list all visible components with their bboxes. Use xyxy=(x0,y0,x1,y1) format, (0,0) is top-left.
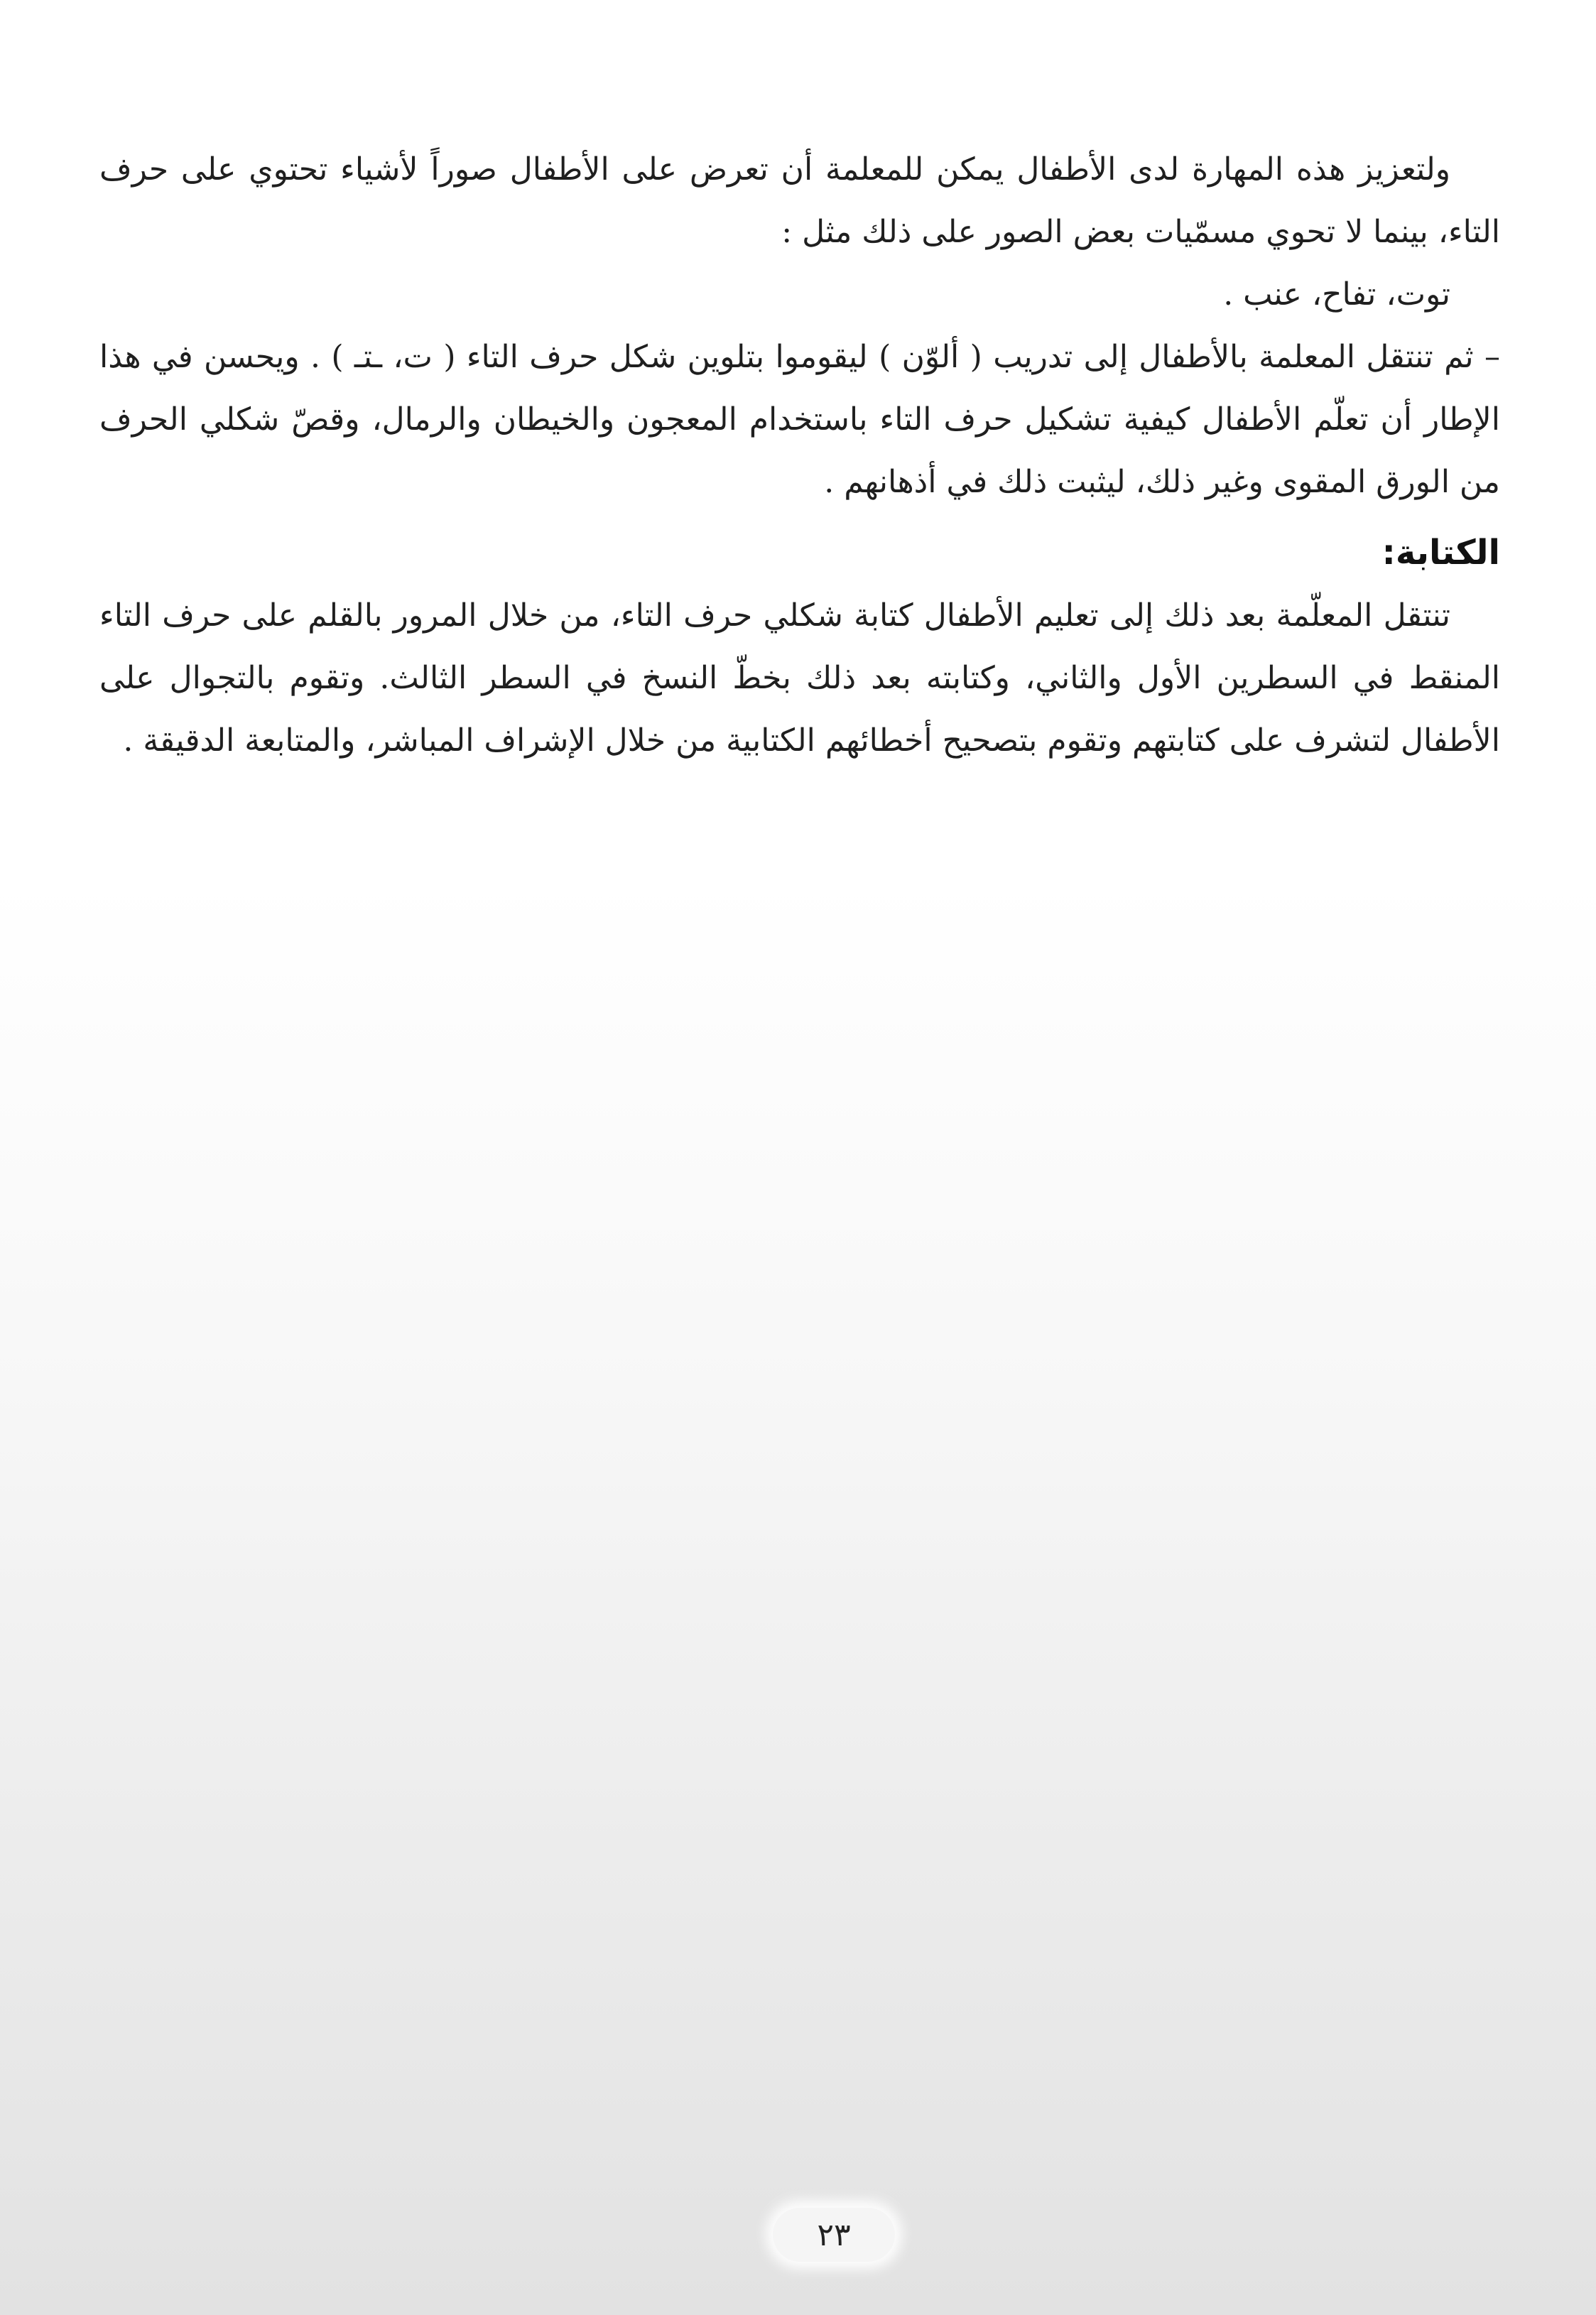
writing-paragraph: تنتقل المعلّمة بعد ذلك إلى تعليم الأطفال كتابة شكلي حرف التاء، من خلال المرور بالقلم على حرف التاء المنقط في السطرين الأول والثاني، وكتابته بعد ذلك بخطّ النسخ في السطر الثالث. وتقوم بالتجوال على الأطفال لتشرف على كتابتهم وتقوم بتصحيح أخطائهم الكتابية من خلال الإشراف المباشر، والمتابعة الدقيقة . xyxy=(99,597,1500,759)
section-heading-writing: الكتابة: xyxy=(1381,533,1500,573)
bullet-paragraph: – ثم تنتقل المعلمة بالأطفال إلى تدريب ( ألوّن ) ليقوموا بتلوين شكل حرف التاء ( ت، ـتـ ) . ويحسن في هذا الإطار أن تعلّم الأطفال كيفية تشكيل حرف التاء باستخدام المعجون والخيطان والرمال، وقصّ شكلي الحرف من الورق المقوى وغير ذلك، ليثبت ذلك في أذهانهم . xyxy=(99,339,1500,500)
example-words: توت، تفاح، عنب . xyxy=(1223,276,1450,313)
page-number-badge xyxy=(773,2208,895,2262)
page-number: ٢٣ xyxy=(817,2216,851,2253)
page-content xyxy=(99,139,1500,772)
intro-paragraph: ولتعزيز هذه المهارة لدى الأطفال يمكن للمعلمة أن تعرض على الأطفال صوراً لأشياء تحتوي على حرف التاء، بينما لا تحوي مسمّيات بعض الصور على ذلك مثل : xyxy=(99,151,1500,250)
